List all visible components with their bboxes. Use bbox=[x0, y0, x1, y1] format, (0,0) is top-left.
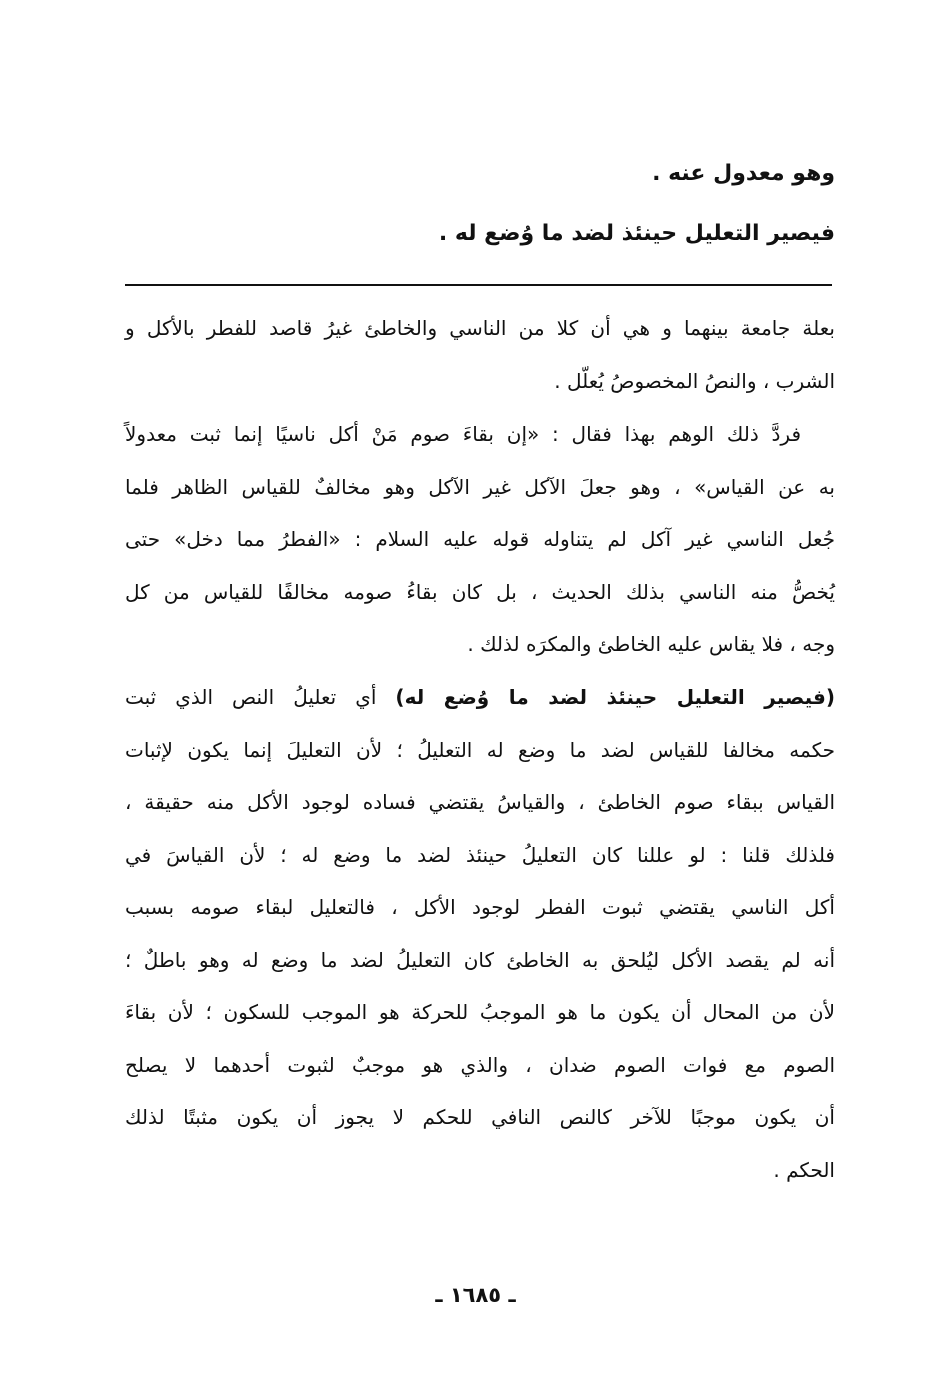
text-line: بعلة جامعة بينهما و هي أن كلا من الناسي والخاطئ غيرُ قاصد للفطر بالأكل و bbox=[125, 316, 835, 340]
text-line: الشرب ، والنصُ المخصوصُ يُعلّل . bbox=[554, 368, 835, 393]
text-line: أنه لم يقصد الأكل ليُلحق به الخاطئ كان التعليلُ لضد ما وضع له وهو باطلٌ ؛ bbox=[125, 947, 835, 972]
quoted-matn: (فيصير التعليل حينئذ لضد ما وُضع له) bbox=[395, 685, 836, 709]
commentary-paragraph-2 bbox=[125, 408, 835, 671]
text-line: أكل الناسي يقتضي ثبوت الفطر لوجود الأكل ، فالتعليل لبقاء صومه بسبب bbox=[125, 895, 835, 919]
commentary-text: أي تعليلُ النص الذي ثبت bbox=[125, 685, 377, 709]
page-number: ـ ١٦٨٥ ـ bbox=[435, 1283, 516, 1307]
text-line: حكمه مخالفا للقياس لضد ما وضع له التعليلُ ؛ لأن التعليلَ إنما يكون لإثبات bbox=[125, 737, 835, 762]
text-line: وجه ، فلا يقاس عليه الخاطئ والمكرَه لذلك . bbox=[467, 632, 835, 656]
text-line: فلذلك قلنا : لو عللنا كان التعليلُ حينئذ لضد ما وضع له ؛ لأن القياسَ في bbox=[125, 842, 835, 867]
text-line: القياس ببقاء صوم الخاطئ ، والقياسُ يقتضي فساده لوجود الأكل منه حقيقة ، bbox=[125, 790, 835, 814]
text-line: أن يكون موجبًا للآخر كالنص النافي للحكم لا يجوز أن يكون مثبتًا لذلك bbox=[125, 1105, 835, 1129]
text-line: به عن القياس» ، وهو جعلَ الآكل غير الآكل وهو مخالفٌ للقياس الظاهر فلما bbox=[125, 474, 835, 499]
text-line: لأن من المحال أن يكون ما هو الموجبُ للحركة هو الموجب للسكون ؛ لأن بقاءَ bbox=[125, 1000, 835, 1024]
text-line: الحكم . bbox=[773, 1157, 835, 1182]
commentary-paragraph-3 bbox=[125, 671, 835, 1196]
text-line bbox=[125, 671, 835, 724]
commentary-paragraph-1 bbox=[125, 302, 835, 407]
matn-line-2: فيصير التعليل حينئذ لضد ما وُضع له . bbox=[438, 221, 835, 246]
matn-line-1: وهو معدول عنه . bbox=[652, 161, 835, 186]
text-line: فردَّ ذلك الوهم بهذا فقال : «إن بقاءَ صوم مَنْ أكل ناسيًا إنما ثبت معدولاً bbox=[125, 422, 801, 446]
text-line: يُخصُّ منه الناسي بذلك الحديث ، بل كان بقاءُ صومه مخالفًا للقياس من كل bbox=[125, 579, 835, 604]
text-line: جُعل الناسي غير آكل لم يتناوله قوله عليه السلام : «الفطرُ مما دخل» حتى bbox=[125, 527, 835, 551]
text-line: الصوم مع فوات الصوم ضدان ، والذي هو موجبٌ لثبوت أحدهما لا يصلح bbox=[125, 1052, 835, 1077]
separator-rule bbox=[125, 284, 832, 286]
